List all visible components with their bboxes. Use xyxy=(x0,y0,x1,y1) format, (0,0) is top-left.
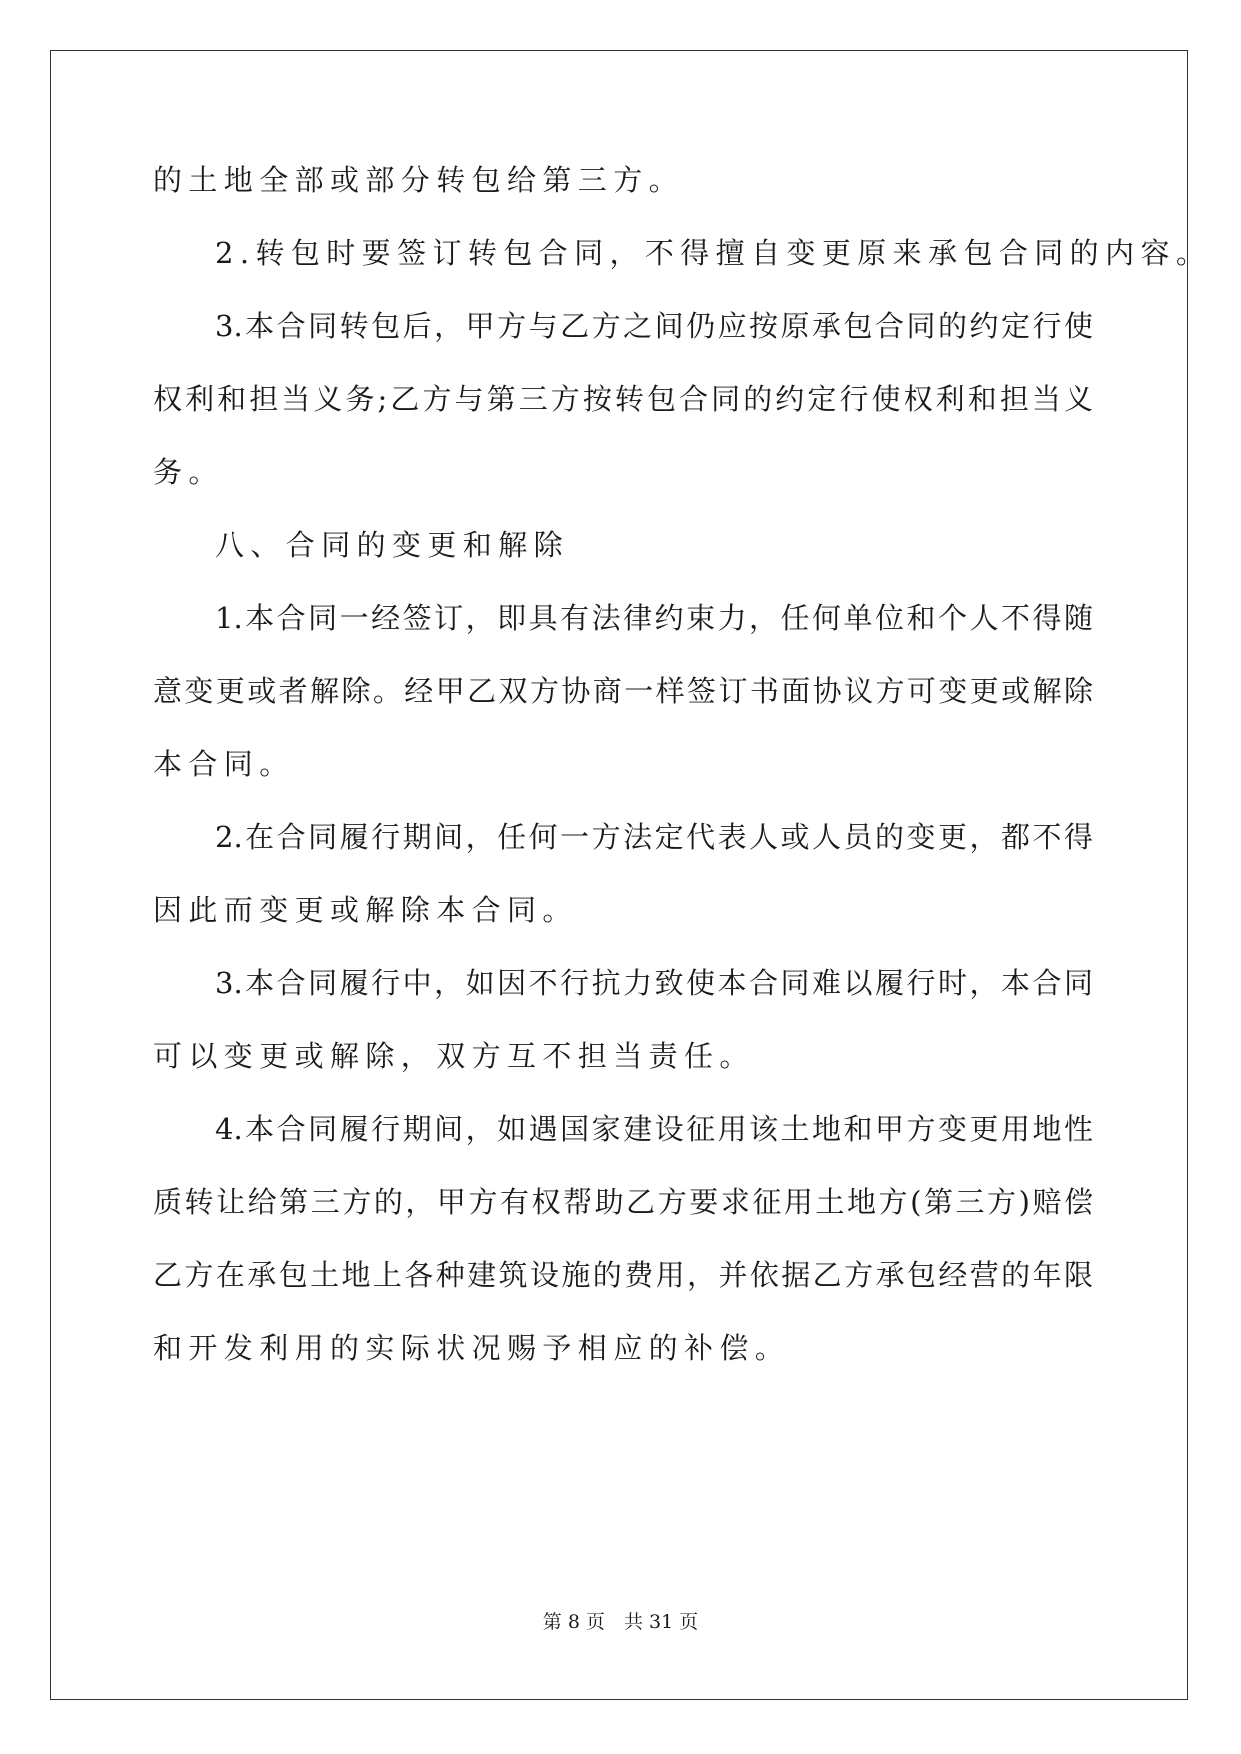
text-line: 2.在合同履行期间，任何一方法定代表人或人员的变更，都不得 xyxy=(215,820,1093,854)
text-line: 乙方在承包土地上各种建筑设施的费用，并依据乙方承包经营的年限 xyxy=(153,1258,1093,1292)
text-line: 1.本合同一经签订，即具有法律约束力，任何单位和个人不得随 xyxy=(215,601,1093,635)
page-number-footer: 第 8 页 共 31 页 xyxy=(542,1611,699,1633)
text-line: 可以变更或解除，双方互不担当责任。 xyxy=(153,1039,755,1073)
section-heading: 八、合同的变更和解除 xyxy=(215,528,570,562)
text-line: 因此而变更或解除本合同。 xyxy=(153,893,578,927)
page-border xyxy=(50,50,1188,1700)
text-line: 本合同。 xyxy=(153,747,295,781)
text-line: 4.本合同履行期间，如遇国家建设征用该土地和甲方变更用地性 xyxy=(215,1112,1093,1146)
text-line: 2.转包时要签订转包合同，不得擅自变更原来承包合同的内容。 xyxy=(215,236,1212,270)
text-line: 质转让给第三方的，甲方有权帮助乙方要求征用土地方(第三方)赔偿 xyxy=(153,1185,1093,1219)
text-line: 的土地全部或部分转包给第三方。 xyxy=(153,163,685,197)
text-line: 务。 xyxy=(153,455,224,489)
text-line: 3.本合同履行中，如因不行抗力致使本合同难以履行时，本合同 xyxy=(215,966,1093,1000)
text-line: 和开发利用的实际状况赐予相应的补偿。 xyxy=(153,1331,791,1365)
text-line: 权利和担当义务;乙方与第三方按转包合同的约定行使权利和担当义 xyxy=(153,382,1093,416)
text-line: 3.本合同转包后，甲方与乙方之间仍应按原承包合同的约定行使 xyxy=(215,309,1093,343)
text-line: 意变更或者解除。经甲乙双方协商一样签订书面协议方可变更或解除 xyxy=(153,674,1093,708)
